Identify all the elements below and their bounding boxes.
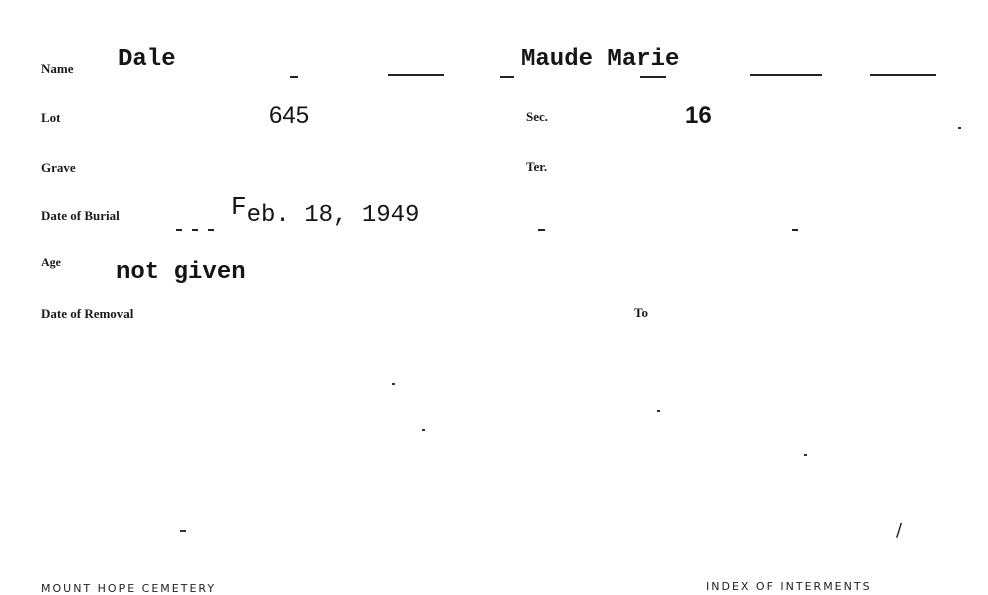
ink-speck [804,454,807,456]
removal-label: Date of Removal [41,306,134,321]
to-label: To [634,305,648,320]
blank-line-dash [290,76,298,78]
blank-line-dash [538,229,545,231]
lot-value: 645 [269,102,310,129]
footer-index-title: INDEX OF INTERMENTS [706,580,872,593]
blank-line-dash [870,74,936,76]
ink-speck [422,429,425,431]
ink-speck [657,410,660,412]
blank-line-dash [208,229,214,231]
ink-speck [958,127,961,129]
blank-line-dash [192,229,198,231]
grave-label: Grave [41,160,76,175]
age-label: Age [41,255,61,269]
given-names-value: Maude Marie [521,46,680,73]
surname-value: Dale [118,46,176,73]
sec-value: 16 [685,102,712,129]
blank-line-dash [750,74,822,76]
burial-date-initial: F [231,192,247,222]
burial-label: Date of Burial [41,208,120,223]
lot-label: Lot [41,110,61,125]
footer-cemetery-name: MOUNT HOPE CEMETERY [41,582,217,595]
sec-label: Sec. [526,109,549,124]
blank-line-dash [388,74,444,76]
pencil-mark: / [896,520,903,541]
burial-date-value [231,192,420,229]
blank-line-dash [640,76,666,78]
blank-line-dash [176,229,182,231]
blank-line-dash [500,76,514,78]
name-label: Name [41,61,74,76]
ink-speck [392,383,395,385]
age-value: not given [116,259,246,286]
ter-label: Ter. [526,159,548,174]
blank-line-dash [792,229,798,231]
burial-date-rest: eb. 18, 1949 [246,202,420,229]
ink-speck [180,530,186,532]
